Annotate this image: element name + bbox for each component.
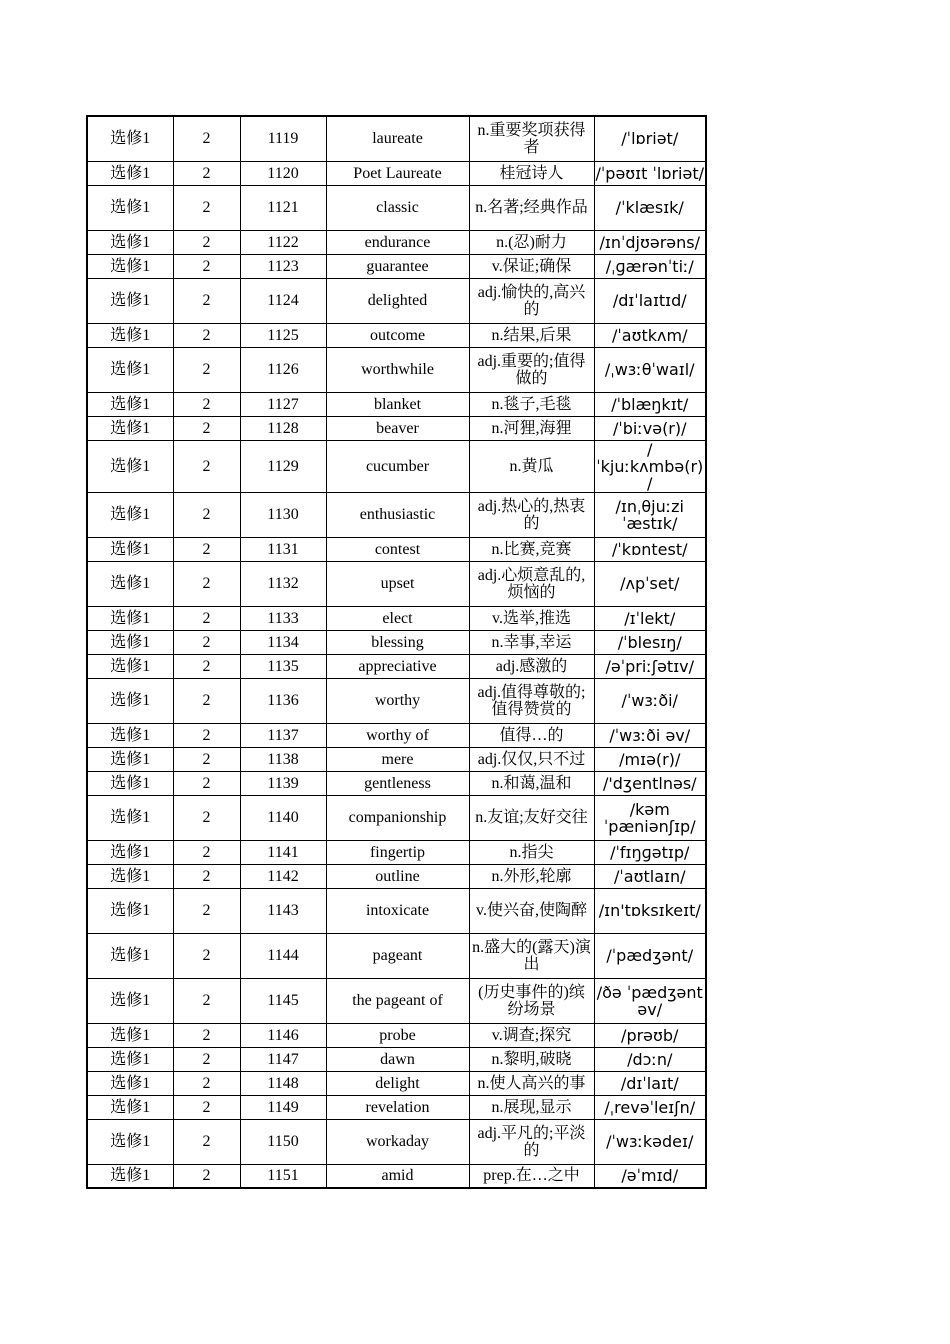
number-cell: 1119 [240,116,326,161]
unit-cell: 2 [173,254,240,278]
book-cell: 选修1 [87,392,173,416]
phonetic-cell: /ɪnˌθjuːzi ˈæstɪk/ [594,492,706,537]
phonetic-cell: /ˈlɒriət/ [594,116,706,161]
definition-cell: adj.愉快的,高兴的 [469,278,594,323]
phonetic-cell: /prəʊb/ [594,1023,706,1047]
word-cell: intoxicate [326,888,469,933]
definition-cell: n.外形,轮廓 [469,864,594,888]
table-row [87,723,706,747]
book-cell: 选修1 [87,440,173,492]
table-row [87,771,706,795]
table-row [87,1164,706,1188]
table-row [87,278,706,323]
word-cell: mere [326,747,469,771]
phonetic-cell: /ˈwɜːði/ [594,678,706,723]
book-cell: 选修1 [87,864,173,888]
word-cell: delight [326,1071,469,1095]
book-cell: 选修1 [87,185,173,230]
definition-cell: n.结果,后果 [469,323,594,347]
definition-cell: v.保证;确保 [469,254,594,278]
unit-cell: 2 [173,440,240,492]
table-row [87,161,706,185]
book-cell: 选修1 [87,278,173,323]
word-cell: fingertip [326,840,469,864]
book-cell: 选修1 [87,678,173,723]
phonetic-cell: / ˈkjuːkʌmbə(r)/ [594,440,706,492]
number-cell: 1139 [240,771,326,795]
definition-cell: adj.热心的,热衷的 [469,492,594,537]
word-cell: appreciative [326,654,469,678]
number-cell: 1129 [240,440,326,492]
table-row [87,347,706,392]
word-cell: upset [326,561,469,606]
unit-cell: 2 [173,888,240,933]
word-cell: probe [326,1023,469,1047]
number-cell: 1134 [240,630,326,654]
book-cell: 选修1 [87,771,173,795]
number-cell: 1147 [240,1047,326,1071]
definition-cell: n.幸事,幸运 [469,630,594,654]
book-cell: 选修1 [87,537,173,561]
definition-cell: n.重要奖项获得者 [469,116,594,161]
table-row [87,606,706,630]
phonetic-cell: /ˌɡærənˈtiː/ [594,254,706,278]
definition-cell: adj.感激的 [469,654,594,678]
book-cell: 选修1 [87,1023,173,1047]
phonetic-cell: /ʌpˈset/ [594,561,706,606]
word-cell: pageant [326,933,469,978]
unit-cell: 2 [173,537,240,561]
phonetic-cell: /ˈbiːvə(r)/ [594,416,706,440]
table-row [87,392,706,416]
vocabulary-table-body [87,116,706,1188]
phonetic-cell: /əˈpriːʃətɪv/ [594,654,706,678]
book-cell: 选修1 [87,840,173,864]
table-row [87,254,706,278]
unit-cell: 2 [173,416,240,440]
number-cell: 1122 [240,230,326,254]
number-cell: 1124 [240,278,326,323]
phonetic-cell: /ˈblesɪŋ/ [594,630,706,654]
table-row [87,185,706,230]
vocabulary-table [86,115,707,1189]
book-cell: 选修1 [87,747,173,771]
unit-cell: 2 [173,230,240,254]
unit-cell: 2 [173,492,240,537]
unit-cell: 2 [173,392,240,416]
unit-cell: 2 [173,561,240,606]
number-cell: 1120 [240,161,326,185]
word-cell: revelation [326,1095,469,1119]
definition-cell: n.黎明,破晓 [469,1047,594,1071]
number-cell: 1127 [240,392,326,416]
book-cell: 选修1 [87,1047,173,1071]
phonetic-cell: /ðə ˈpædʒənt əv/ [594,978,706,1023]
table-row [87,1095,706,1119]
definition-cell: n.黄瓜 [469,440,594,492]
word-cell: amid [326,1164,469,1188]
table-row [87,1047,706,1071]
table-row [87,492,706,537]
word-cell: laureate [326,116,469,161]
definition-cell: 值得…的 [469,723,594,747]
definition-cell: n.(忍)耐力 [469,230,594,254]
book-cell: 选修1 [87,630,173,654]
phonetic-cell: /ˈaʊtlaɪn/ [594,864,706,888]
table-row [87,933,706,978]
book-cell: 选修1 [87,723,173,747]
definition-cell: n.比赛,竞赛 [469,537,594,561]
phonetic-cell: /ˈblæŋkɪt/ [594,392,706,416]
book-cell: 选修1 [87,606,173,630]
unit-cell: 2 [173,933,240,978]
word-cell: the pageant of [326,978,469,1023]
unit-cell: 2 [173,840,240,864]
number-cell: 1121 [240,185,326,230]
number-cell: 1143 [240,888,326,933]
word-cell: guarantee [326,254,469,278]
phonetic-cell: /ˈpædʒənt/ [594,933,706,978]
definition-cell: n.和蔼,温和 [469,771,594,795]
table-row [87,840,706,864]
word-cell: worthy of [326,723,469,747]
table-row [87,630,706,654]
word-cell: enthusiastic [326,492,469,537]
phonetic-cell: /ˌrevəˈleɪʃn/ [594,1095,706,1119]
phonetic-cell: /ˈpəʊɪt ˈlɒriət/ [594,161,706,185]
word-cell: classic [326,185,469,230]
word-cell: blanket [326,392,469,416]
book-cell: 选修1 [87,116,173,161]
unit-cell: 2 [173,1047,240,1071]
word-cell: companionship [326,795,469,840]
word-cell: gentleness [326,771,469,795]
phonetic-cell: /dɪˈlaɪtɪd/ [594,278,706,323]
unit-cell: 2 [173,1071,240,1095]
unit-cell: 2 [173,347,240,392]
book-cell: 选修1 [87,416,173,440]
number-cell: 1133 [240,606,326,630]
phonetic-cell: /ˈwɜːkədeɪ/ [594,1119,706,1164]
unit-cell: 2 [173,278,240,323]
phonetic-cell: /ˌwɜːθˈwaɪl/ [594,347,706,392]
book-cell: 选修1 [87,492,173,537]
phonetic-cell: /ˈwɜːði əv/ [594,723,706,747]
definition-cell: n.指尖 [469,840,594,864]
unit-cell: 2 [173,747,240,771]
number-cell: 1132 [240,561,326,606]
table-row [87,795,706,840]
phonetic-cell: /əˈmɪd/ [594,1164,706,1188]
table-row [87,230,706,254]
book-cell: 选修1 [87,347,173,392]
phonetic-cell: /ˈaʊtkʌm/ [594,323,706,347]
word-cell: blessing [326,630,469,654]
phonetic-cell: /'dʒentlnəs/ [594,771,706,795]
phonetic-cell: /kəm ˈpæniənʃɪp/ [594,795,706,840]
number-cell: 1144 [240,933,326,978]
phonetic-cell: /dɔːn/ [594,1047,706,1071]
word-cell: worthwhile [326,347,469,392]
unit-cell: 2 [173,630,240,654]
definition-cell: n.友谊;友好交往 [469,795,594,840]
table-row [87,323,706,347]
unit-cell: 2 [173,1023,240,1047]
book-cell: 选修1 [87,1164,173,1188]
table-row [87,654,706,678]
definition-cell: n.使人高兴的事 [469,1071,594,1095]
definition-cell: n.河狸,海狸 [469,416,594,440]
word-cell: worthy [326,678,469,723]
definition-cell: v.选举,推选 [469,606,594,630]
number-cell: 1145 [240,978,326,1023]
number-cell: 1136 [240,678,326,723]
number-cell: 1123 [240,254,326,278]
number-cell: 1149 [240,1095,326,1119]
word-cell: workaday [326,1119,469,1164]
book-cell: 选修1 [87,1071,173,1095]
table-row [87,440,706,492]
table-row [87,561,706,606]
unit-cell: 2 [173,978,240,1023]
word-cell: outcome [326,323,469,347]
number-cell: 1125 [240,323,326,347]
number-cell: 1146 [240,1023,326,1047]
definition-cell: adj.重要的;值得做的 [469,347,594,392]
book-cell: 选修1 [87,654,173,678]
table-row [87,116,706,161]
phonetic-cell: /ɪn'tɒksɪkeɪt/ [594,888,706,933]
book-cell: 选修1 [87,888,173,933]
table-row [87,747,706,771]
definition-cell: adj.值得尊敬的;值得赞赏的 [469,678,594,723]
definition-cell: v.调查;探究 [469,1023,594,1047]
number-cell: 1151 [240,1164,326,1188]
word-cell: delighted [326,278,469,323]
definition-cell: 桂冠诗人 [469,161,594,185]
phonetic-cell: /ˈfɪŋɡətɪp/ [594,840,706,864]
number-cell: 1126 [240,347,326,392]
unit-cell: 2 [173,771,240,795]
number-cell: 1138 [240,747,326,771]
phonetic-cell: /mɪə(r)/ [594,747,706,771]
number-cell: 1137 [240,723,326,747]
word-cell: endurance [326,230,469,254]
word-cell: elect [326,606,469,630]
unit-cell: 2 [173,185,240,230]
definition-cell: adj.仅仅,只不过 [469,747,594,771]
book-cell: 选修1 [87,161,173,185]
definition-cell: adj.平凡的;平淡的 [469,1119,594,1164]
table-row [87,416,706,440]
number-cell: 1142 [240,864,326,888]
table-row [87,1071,706,1095]
phonetic-cell: /ɪˈlekt/ [594,606,706,630]
unit-cell: 2 [173,116,240,161]
word-cell: beaver [326,416,469,440]
book-cell: 选修1 [87,978,173,1023]
book-cell: 选修1 [87,1095,173,1119]
book-cell: 选修1 [87,561,173,606]
definition-cell: adj.心烦意乱的,烦恼的 [469,561,594,606]
book-cell: 选修1 [87,230,173,254]
unit-cell: 2 [173,654,240,678]
number-cell: 1141 [240,840,326,864]
unit-cell: 2 [173,161,240,185]
unit-cell: 2 [173,606,240,630]
book-cell: 选修1 [87,795,173,840]
number-cell: 1140 [240,795,326,840]
definition-cell: n.毯子,毛毯 [469,392,594,416]
word-cell: dawn [326,1047,469,1071]
phonetic-cell: /ˈkɒntest/ [594,537,706,561]
table-row [87,864,706,888]
table-row [87,978,706,1023]
book-cell: 选修1 [87,1119,173,1164]
book-cell: 选修1 [87,323,173,347]
unit-cell: 2 [173,1119,240,1164]
table-row [87,1023,706,1047]
book-cell: 选修1 [87,254,173,278]
word-cell: contest [326,537,469,561]
unit-cell: 2 [173,723,240,747]
definition-cell: n.名著;经典作品 [469,185,594,230]
table-row [87,888,706,933]
unit-cell: 2 [173,323,240,347]
definition-cell: v.使兴奋,使陶醉 [469,888,594,933]
definition-cell: prep.在…之中 [469,1164,594,1188]
unit-cell: 2 [173,795,240,840]
definition-cell: n.盛大的(露天)演出 [469,933,594,978]
number-cell: 1128 [240,416,326,440]
phonetic-cell: /ˈklæsɪk/ [594,185,706,230]
table-row [87,1119,706,1164]
definition-cell: (历史事件的)缤纷场景 [469,978,594,1023]
unit-cell: 2 [173,678,240,723]
table-row [87,537,706,561]
unit-cell: 2 [173,1095,240,1119]
number-cell: 1135 [240,654,326,678]
number-cell: 1131 [240,537,326,561]
unit-cell: 2 [173,864,240,888]
number-cell: 1150 [240,1119,326,1164]
number-cell: 1130 [240,492,326,537]
phonetic-cell: /ɪnˈdjʊərəns/ [594,230,706,254]
word-cell: cucumber [326,440,469,492]
book-cell: 选修1 [87,933,173,978]
definition-cell: n.展现,显示 [469,1095,594,1119]
phonetic-cell: /dɪˈlaɪt/ [594,1071,706,1095]
word-cell: outline [326,864,469,888]
word-cell: Poet Laureate [326,161,469,185]
number-cell: 1148 [240,1071,326,1095]
unit-cell: 2 [173,1164,240,1188]
table-row [87,678,706,723]
